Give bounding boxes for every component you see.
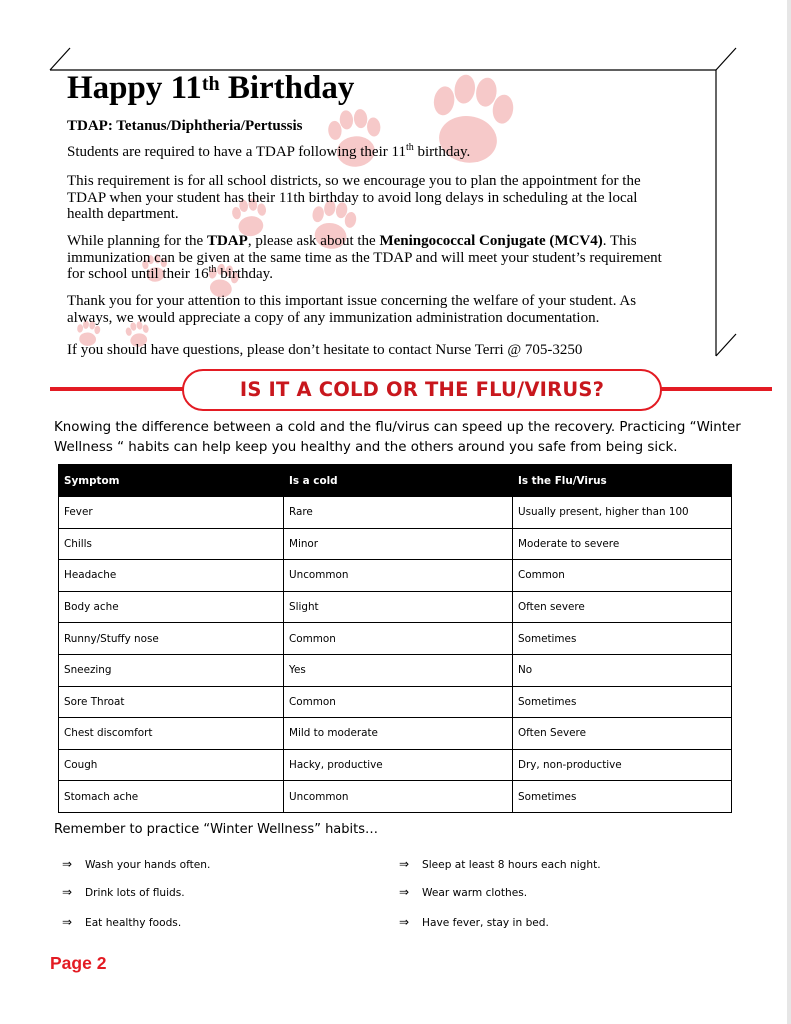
tdap-heading: TDAP: Tetanus/Diphtheria/Pertussis [67,118,303,134]
table-row [59,528,732,560]
table-cell: Chills [59,528,284,560]
table-cell: Sometimes [513,686,732,718]
table-cell: Chest discomfort [59,718,284,750]
table-cell: Dry, non-productive [513,749,732,781]
table-row [59,718,732,750]
arrow-icon: ⇒ [62,915,73,929]
school-district-paragraph: This requirement is for all school districts, so we encourage you to plan the appointment for the TDAP when your student has their 11th birthday to avoid long delays in scheduling at the local health department. [67,173,641,222]
mcv4-paragraph: While planning for the TDAP, please ask about the Meningococcal Conjugate (MCV4). This immunization can be given at the same time as the TDAP and will meet your student’s requirement for school until their 16th birthday. [67,233,662,282]
table-row [59,497,732,529]
column-header: Is the Flu/Virus [513,465,732,497]
table-cell: Mild to moderate [284,718,513,750]
table-cell: Yes [284,654,513,686]
banner-title: IS IT A COLD OR THE FLU/VIRUS? [239,378,605,401]
table-cell: Often Severe [513,718,732,750]
thank-you-paragraph: Thank you for your attention to this important issue concerning the welfare of your student. As always, we would appreciate a copy of any immunization administration documentation. [67,293,637,326]
tip-item: ⇒ Wear warm clothes. [399,885,528,899]
column-header: Is a cold [284,465,513,497]
page-number: Page 2 [50,953,107,973]
table-cell: Usually present, higher than 100 [513,497,732,529]
table-cell: Common [284,623,513,655]
contact-paragraph: If you should have questions, please don’t hesitate to contact Nurse Terri @ 705-3250 [67,342,583,358]
tip-item: ⇒ Wash your hands often. [62,857,211,871]
table-cell: Cough [59,749,284,781]
table-row [59,749,732,781]
remember-heading: Remember to practice “Winter Wellness” habits… [54,822,379,837]
arrow-icon: ⇒ [62,885,73,899]
table-row [59,686,732,718]
arrow-icon: ⇒ [62,857,73,871]
table-cell: Moderate to severe [513,528,732,560]
table-cell: Sometimes [513,781,732,813]
tip-item: ⇒ Sleep at least 8 hours each night. [399,857,601,871]
table-cell: Common [284,686,513,718]
tdap-requirement-paragraph: Students are required to have a TDAP following their 11th birthday. [67,142,471,160]
table-cell: Headache [59,560,284,592]
table-row [59,654,732,686]
table-row [59,560,732,592]
table-cell: Often severe [513,591,732,623]
table-row [59,591,732,623]
arrow-icon: ⇒ [399,915,410,929]
arrow-icon: ⇒ [399,885,410,899]
tip-item: ⇒ Drink lots of fluids. [62,885,185,899]
table-cell: Uncommon [284,781,513,813]
tip-item: ⇒ Eat healthy foods. [62,915,182,929]
table-cell: Stomach ache [59,781,284,813]
symptom-table [58,464,732,813]
table-cell: No [513,654,732,686]
table-cell: Slight [284,591,513,623]
table-cell: Hacky, productive [284,749,513,781]
tip-item: ⇒ Have fever, stay in bed. [399,915,549,929]
table-cell: Sore Throat [59,686,284,718]
table-row [59,623,732,655]
table-row [59,781,732,813]
table-cell: Fever [59,497,284,529]
table-cell: Sneezing [59,654,284,686]
table-cell: Uncommon [284,560,513,592]
column-header: Symptom [59,465,284,497]
table-cell: Common [513,560,732,592]
section-banner [182,369,662,411]
table-cell: Sometimes [513,623,732,655]
arrow-icon: ⇒ [399,857,410,871]
table-cell: Body ache [59,591,284,623]
table-cell: Runny/Stuffy nose [59,623,284,655]
birthday-title: Happy 11th Birthday [67,70,355,106]
table-cell: Rare [284,497,513,529]
table-header-row [59,465,732,497]
table-cell: Minor [284,528,513,560]
flu-intro-paragraph: Knowing the difference between a cold and the flu/virus can speed up the recovery. Practicing “Winter Wellness “ habits can help keep you healthy and the others around you safe from being sick. [54,420,741,455]
